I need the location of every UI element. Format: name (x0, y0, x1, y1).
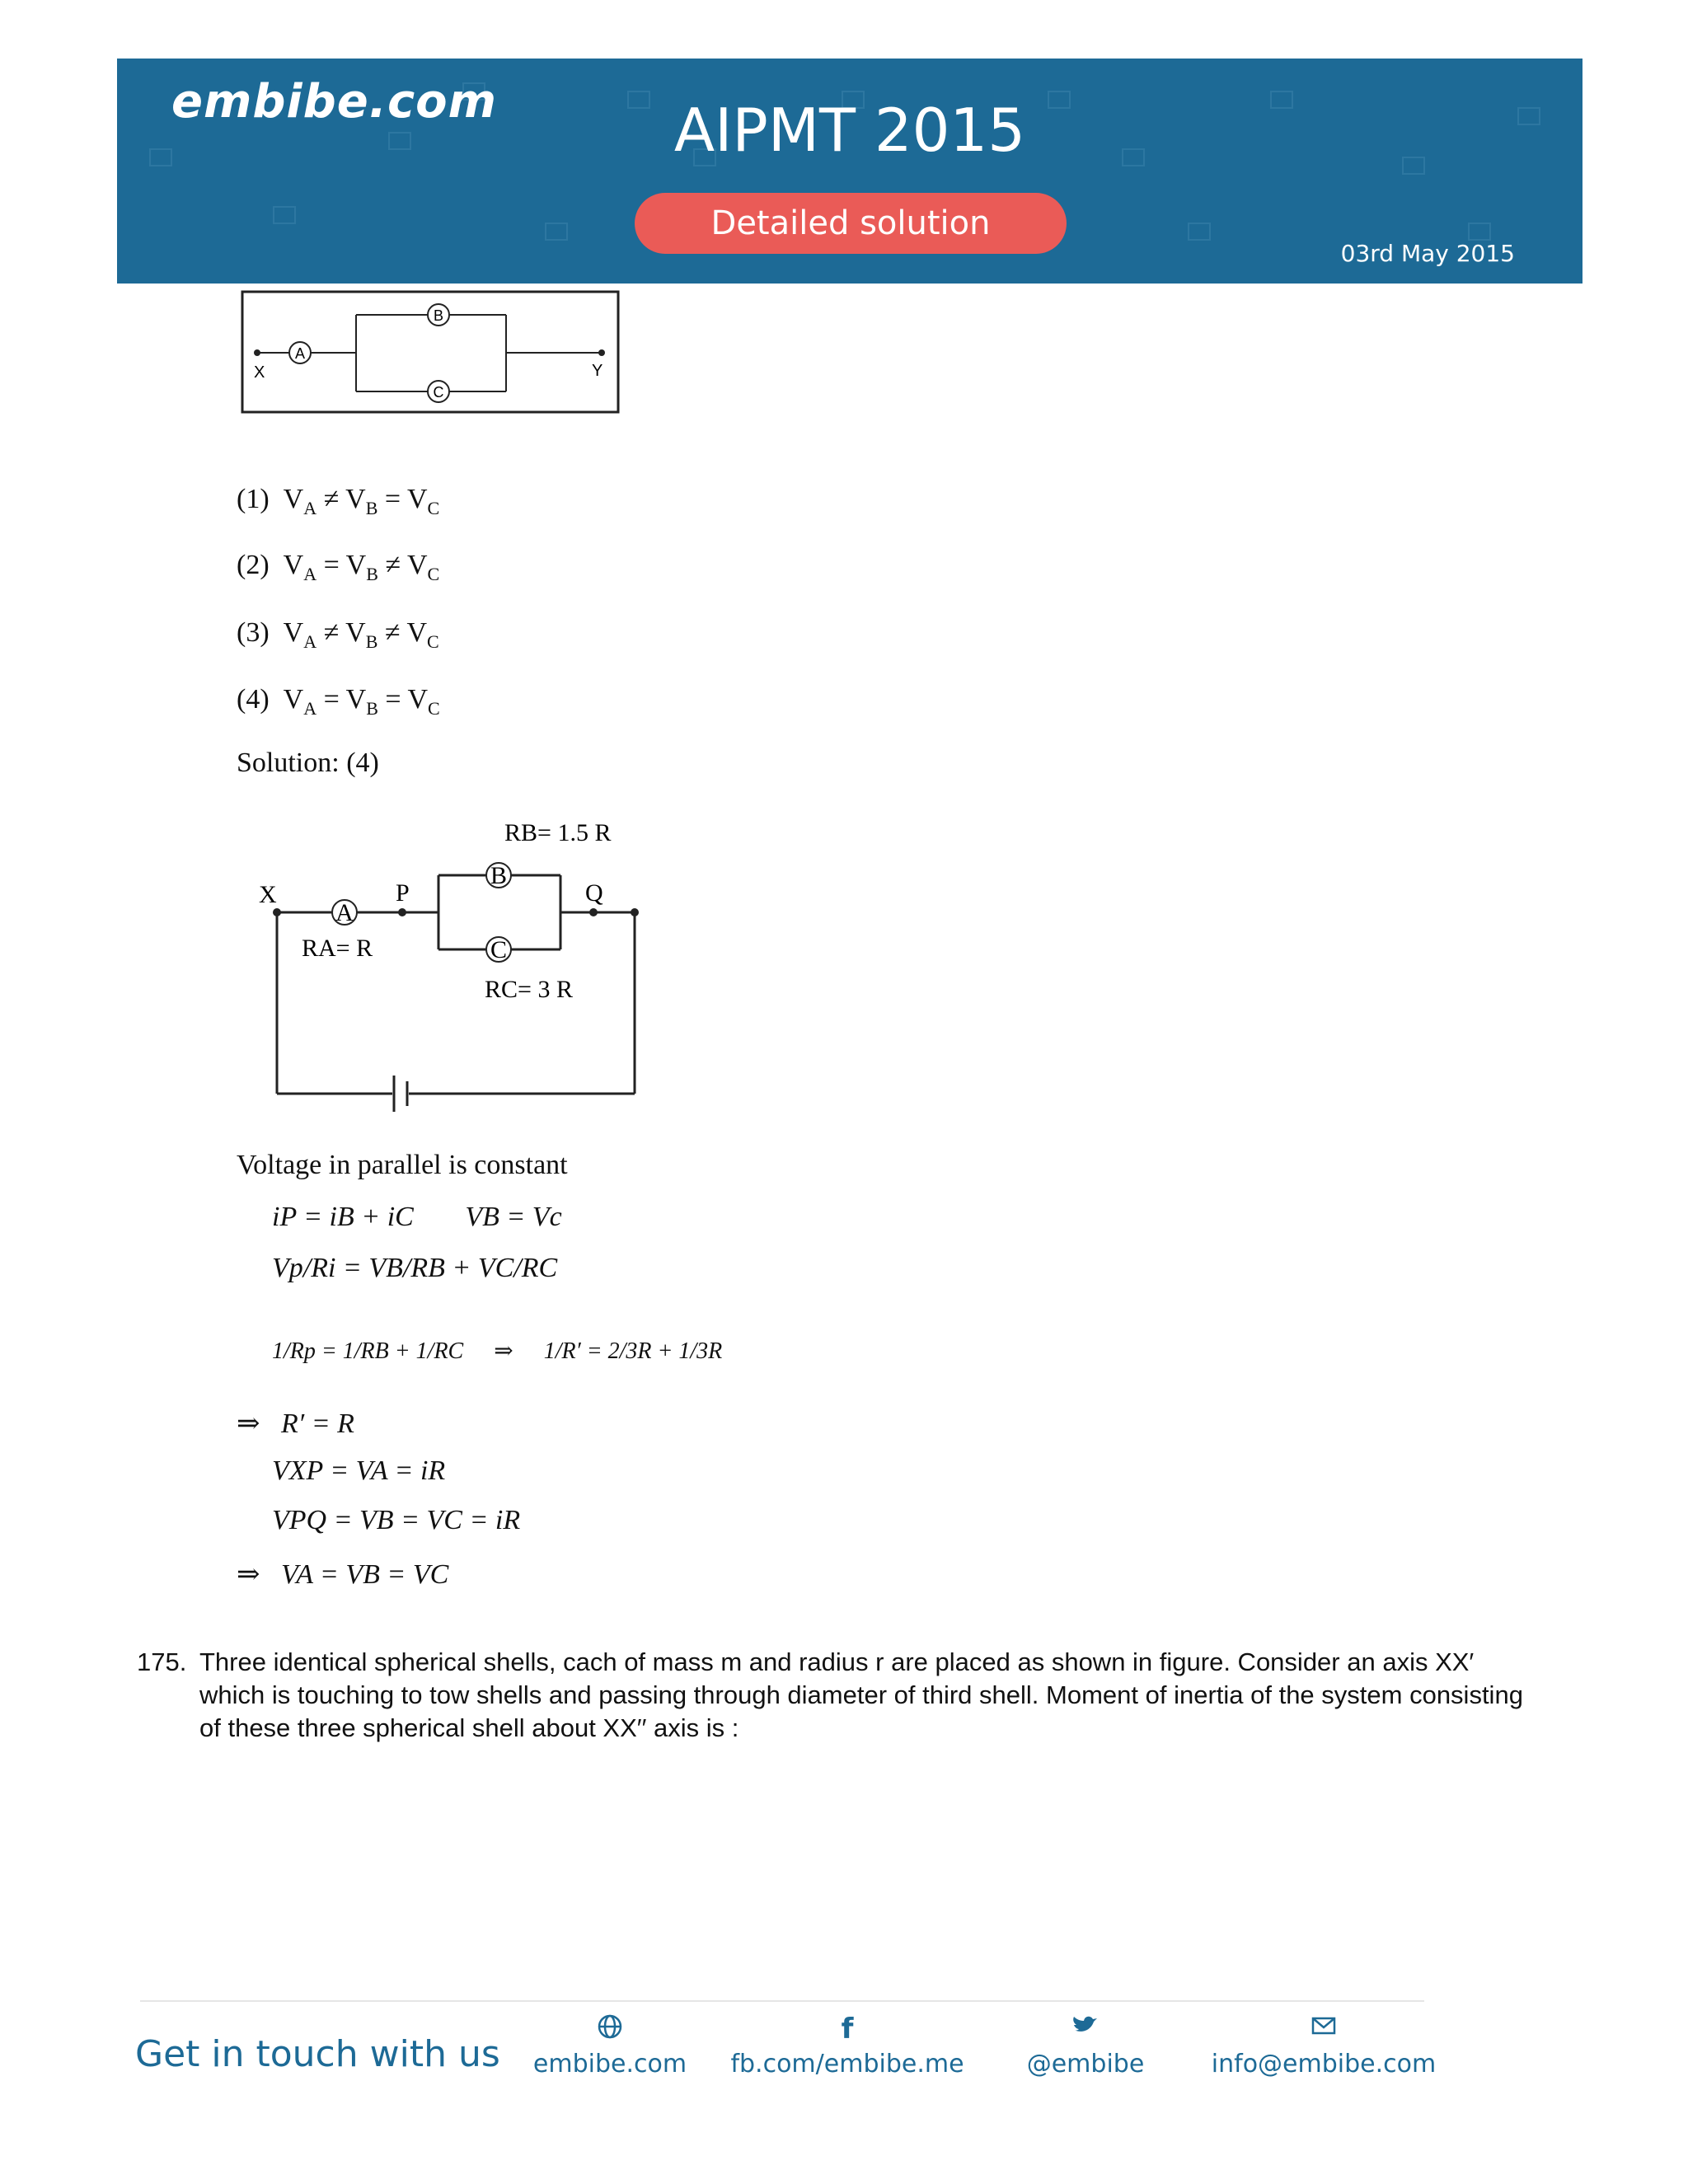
solution-label: Solution: (4) (237, 748, 379, 778)
equation-parallel-resistance: 1/Rp = 1/RB + 1/RC ⇒ 1/R′ = 2/3R + 1/3R (272, 1338, 723, 1364)
resistance-b-label: RB= 1.5 R (504, 819, 612, 846)
question-175 (137, 1646, 1538, 1745)
exam-date: 03rd May 2015 (1340, 240, 1515, 267)
option-2: (2) $V_A = V_B \ne V_C$ (237, 550, 440, 584)
explanation-text: Voltage in parallel is constant (237, 1150, 568, 1180)
header-banner (117, 59, 1582, 284)
twitter-icon (962, 2008, 1209, 2045)
contact-email[interactable]: info@embibe.com (1200, 2008, 1447, 2079)
contact-website[interactable]: embibe.com (486, 2008, 734, 2079)
mail-icon (1200, 2008, 1447, 2045)
resistance-a-label: RA= R (302, 935, 373, 962)
label-c: C (433, 384, 444, 401)
fig2-label-a: A (335, 899, 354, 926)
equation-vxp: VXP = VA = iR (272, 1455, 446, 1486)
facebook-icon (724, 2008, 971, 2045)
label-b: B (433, 307, 444, 324)
circuit-figure-1 (239, 288, 626, 416)
equation-currents: iP = iB + iC VB = Vc (272, 1202, 562, 1232)
fig2-label-b: B (490, 862, 508, 889)
terminal-x-label: X (254, 363, 265, 382)
resistance-c-label: RC= 3 R (485, 976, 573, 1003)
contact-facebook[interactable]: f fb.com/embibe.me (724, 2008, 971, 2079)
svg-text:f: f (841, 2013, 854, 2045)
globe-icon (486, 2008, 734, 2045)
footer-divider (140, 2000, 1424, 2002)
equation-conclusion: ⇒ VA = VB = VC (237, 1559, 449, 1590)
contact-twitter[interactable]: @embibe (962, 2008, 1209, 2079)
equation-voltage-ratio: Vp/Ri = VB/RB + VC/RC (272, 1253, 558, 1283)
option-3: (3) $V_A \ne V_B \ne V_C$ (237, 617, 439, 652)
question-number: 175. (137, 1647, 187, 1676)
fig2-label-q: Q (585, 879, 603, 907)
brand-logo: embibe.com (171, 75, 497, 129)
circuit-figure-2 (247, 816, 659, 1121)
question-text: Three identical spherical shells, cach of mass m and radius r are placed as shown in figure. Consider an axis XX′ which is touching to tow shells and passing through diameter of third shell. Moment of inertia of the system consisting of these three spherical shell about XX′′ axis is : (199, 1647, 1523, 1742)
equation-vpq: VPQ = VB = VC = iR (272, 1505, 521, 1535)
option-1: (1) $V_A \ne V_B = V_C$ (237, 484, 440, 518)
fig2-label-c: C (490, 936, 508, 963)
equation-r-prime: ⇒ R′ = R (237, 1408, 354, 1439)
fig2-label-p: P (396, 879, 410, 907)
option-4: (4) $V_A = V_B = V_C$ (237, 684, 440, 719)
contact-heading: Get in touch with us (135, 2033, 500, 2075)
terminal-y-label: Y (592, 362, 603, 380)
detailed-solution-badge: Detailed solution (635, 193, 1067, 254)
exam-title: AIPMT 2015 (673, 96, 1026, 165)
label-a: A (294, 345, 306, 362)
fig2-label-x: X (259, 881, 277, 908)
